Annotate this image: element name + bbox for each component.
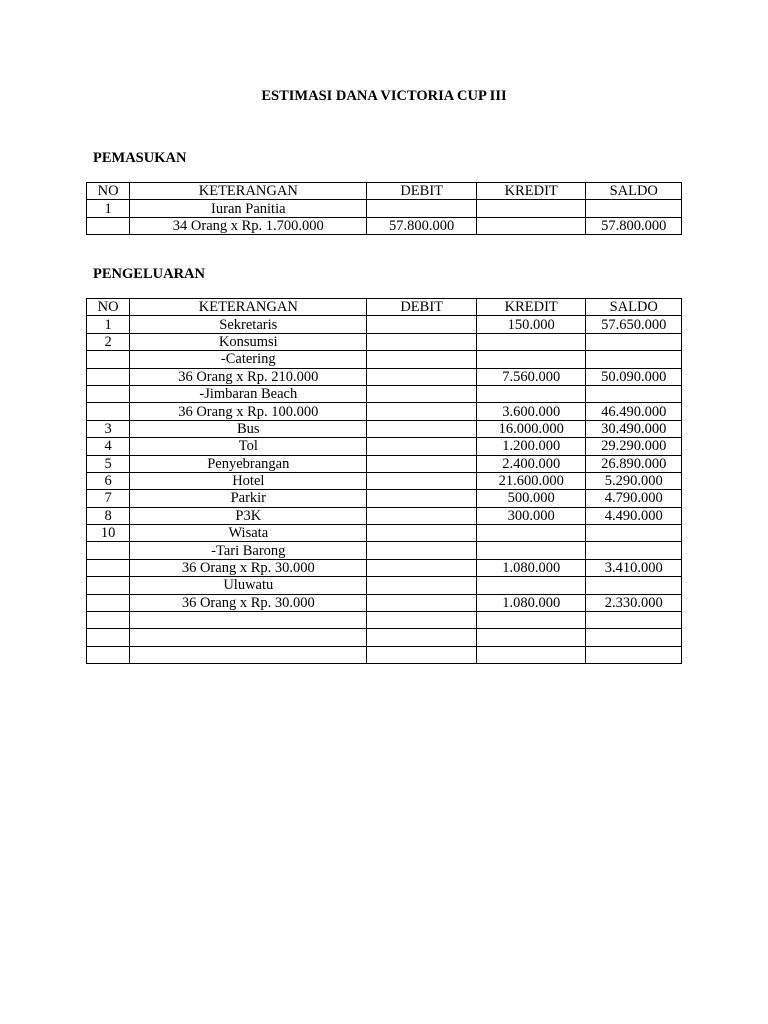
cell-keterangan: Iuran Panitia: [130, 200, 367, 217]
cell-saldo: [586, 646, 682, 663]
column-header-kredit: KREDIT: [476, 299, 586, 316]
cell-kredit: 7.560.000: [476, 368, 586, 385]
cell-no: [87, 403, 130, 420]
cell-kredit: [476, 612, 586, 629]
cell-debit: [367, 385, 477, 402]
cell-debit: [367, 403, 477, 420]
cell-saldo: [586, 200, 682, 217]
cell-kredit: [476, 385, 586, 402]
cell-saldo: 4.790.000: [586, 490, 682, 507]
cell-debit: [367, 333, 477, 350]
table-header-row: [87, 183, 682, 200]
cell-no: [87, 559, 130, 576]
table-row: [87, 368, 682, 385]
table-row: [87, 577, 682, 594]
cell-no: [87, 577, 130, 594]
cell-no: [87, 594, 130, 611]
table-row: [87, 438, 682, 455]
pengeluaran-rows: [87, 316, 682, 664]
cell-saldo: [586, 629, 682, 646]
table-row: [87, 612, 682, 629]
cell-kredit: [476, 629, 586, 646]
cell-no: [87, 646, 130, 663]
pengeluaran-table: [86, 298, 682, 664]
cell-keterangan: Konsumsi: [130, 333, 367, 350]
table-row: [87, 646, 682, 663]
cell-keterangan: -Catering: [130, 351, 367, 368]
cell-no: 8: [87, 507, 130, 524]
cell-no: 2: [87, 333, 130, 350]
cell-no: 4: [87, 438, 130, 455]
cell-keterangan: Hotel: [130, 472, 367, 489]
cell-keterangan: Penyebrangan: [130, 455, 367, 472]
cell-no: [87, 351, 130, 368]
table-row: [87, 559, 682, 576]
column-header-keterangan: KETERANGAN: [130, 299, 367, 316]
cell-no: 3: [87, 420, 130, 437]
column-header-no: NO: [87, 183, 130, 200]
cell-debit: [367, 200, 477, 217]
cell-debit: [367, 525, 477, 542]
cell-keterangan: 36 Orang x Rp. 30.000: [130, 594, 367, 611]
table-row: [87, 507, 682, 524]
document-title: ESTIMASI DANA VICTORIA CUP III: [261, 88, 507, 104]
cell-kredit: 16.000.000: [476, 420, 586, 437]
cell-debit: [367, 420, 477, 437]
table-row: [87, 525, 682, 542]
cell-kredit: 150.000: [476, 316, 586, 333]
cell-debit: [367, 472, 477, 489]
column-header-kredit: KREDIT: [476, 183, 586, 200]
cell-kredit: 1.080.000: [476, 594, 586, 611]
cell-no: 7: [87, 490, 130, 507]
cell-kredit: [476, 577, 586, 594]
cell-kredit: [476, 351, 586, 368]
cell-debit: [367, 438, 477, 455]
cell-no: 10: [87, 525, 130, 542]
cell-saldo: 30.490.000: [586, 420, 682, 437]
column-header-saldo: SALDO: [586, 183, 682, 200]
cell-debit: [367, 629, 477, 646]
cell-kredit: [476, 200, 586, 217]
cell-no: [87, 542, 130, 559]
cell-kredit: [476, 217, 586, 234]
cell-keterangan: P3K: [130, 507, 367, 524]
cell-saldo: 46.490.000: [586, 403, 682, 420]
column-header-debit: DEBIT: [367, 183, 477, 200]
cell-kredit: 3.600.000: [476, 403, 586, 420]
table-header-row: [87, 299, 682, 316]
cell-debit: [367, 559, 477, 576]
cell-saldo: [586, 351, 682, 368]
cell-keterangan: Parkir: [130, 490, 367, 507]
column-header-saldo: SALDO: [586, 299, 682, 316]
cell-kredit: [476, 525, 586, 542]
cell-debit: 57.800.000: [367, 217, 477, 234]
column-header-no: NO: [87, 299, 130, 316]
table-row: [87, 200, 682, 217]
cell-saldo: 5.290.000: [586, 472, 682, 489]
cell-keterangan: 36 Orang x Rp. 210.000: [130, 368, 367, 385]
cell-debit: [367, 542, 477, 559]
cell-debit: [367, 612, 477, 629]
cell-keterangan: Bus: [130, 420, 367, 437]
cell-kredit: [476, 646, 586, 663]
cell-kredit: 1.080.000: [476, 559, 586, 576]
cell-keterangan: 36 Orang x Rp. 30.000: [130, 559, 367, 576]
cell-keterangan: 36 Orang x Rp. 100.000: [130, 403, 367, 420]
cell-debit: [367, 316, 477, 333]
table-row: [87, 542, 682, 559]
cell-no: 1: [87, 316, 130, 333]
cell-no: [87, 368, 130, 385]
cell-kredit: [476, 542, 586, 559]
cell-debit: [367, 368, 477, 385]
table-row: [87, 351, 682, 368]
cell-kredit: [476, 333, 586, 350]
table-row: [87, 217, 682, 234]
cell-keterangan: -Jimbaran Beach: [130, 385, 367, 402]
table-row: [87, 472, 682, 489]
cell-debit: [367, 646, 477, 663]
cell-keterangan: Wisata: [130, 525, 367, 542]
cell-keterangan: 34 Orang x Rp. 1.700.000: [130, 217, 367, 234]
table-row: [87, 455, 682, 472]
cell-saldo: 57.800.000: [586, 217, 682, 234]
cell-keterangan: Tol: [130, 438, 367, 455]
cell-saldo: 57.650.000: [586, 316, 682, 333]
table-row: [87, 385, 682, 402]
cell-saldo: 50.090.000: [586, 368, 682, 385]
table-row: [87, 490, 682, 507]
pemasukan-heading: PEMASUKAN: [93, 150, 187, 166]
cell-saldo: [586, 542, 682, 559]
cell-no: [87, 629, 130, 646]
cell-debit: [367, 351, 477, 368]
cell-saldo: 4.490.000: [586, 507, 682, 524]
cell-debit: [367, 490, 477, 507]
cell-kredit: 2.400.000: [476, 455, 586, 472]
cell-kredit: 21.600.000: [476, 472, 586, 489]
cell-kredit: 1.200.000: [476, 438, 586, 455]
cell-keterangan: [130, 646, 367, 663]
cell-saldo: 2.330.000: [586, 594, 682, 611]
table-row: [87, 316, 682, 333]
cell-no: 5: [87, 455, 130, 472]
cell-keterangan: [130, 612, 367, 629]
cell-saldo: [586, 577, 682, 594]
cell-debit: [367, 455, 477, 472]
cell-saldo: 26.890.000: [586, 455, 682, 472]
pemasukan-rows: [87, 200, 682, 235]
cell-no: 1: [87, 200, 130, 217]
cell-keterangan: Uluwatu: [130, 577, 367, 594]
cell-keterangan: -Tari Barong: [130, 542, 367, 559]
cell-saldo: 3.410.000: [586, 559, 682, 576]
cell-keterangan: [130, 629, 367, 646]
cell-no: [87, 612, 130, 629]
cell-debit: [367, 577, 477, 594]
cell-saldo: [586, 385, 682, 402]
column-header-debit: DEBIT: [367, 299, 477, 316]
pemasukan-table: [86, 182, 682, 235]
cell-keterangan: Sekretaris: [130, 316, 367, 333]
pengeluaran-heading: PENGELUARAN: [93, 266, 205, 282]
cell-saldo: [586, 525, 682, 542]
table-row: [87, 594, 682, 611]
table-row: [87, 629, 682, 646]
table-row: [87, 403, 682, 420]
cell-saldo: 29.290.000: [586, 438, 682, 455]
cell-no: [87, 217, 130, 234]
cell-debit: [367, 507, 477, 524]
table-row: [87, 420, 682, 437]
column-header-keterangan: KETERANGAN: [130, 183, 367, 200]
table-row: [87, 333, 682, 350]
cell-kredit: 300.000: [476, 507, 586, 524]
cell-no: 6: [87, 472, 130, 489]
cell-saldo: [586, 333, 682, 350]
cell-saldo: [586, 612, 682, 629]
cell-kredit: 500.000: [476, 490, 586, 507]
cell-no: [87, 385, 130, 402]
cell-debit: [367, 594, 477, 611]
